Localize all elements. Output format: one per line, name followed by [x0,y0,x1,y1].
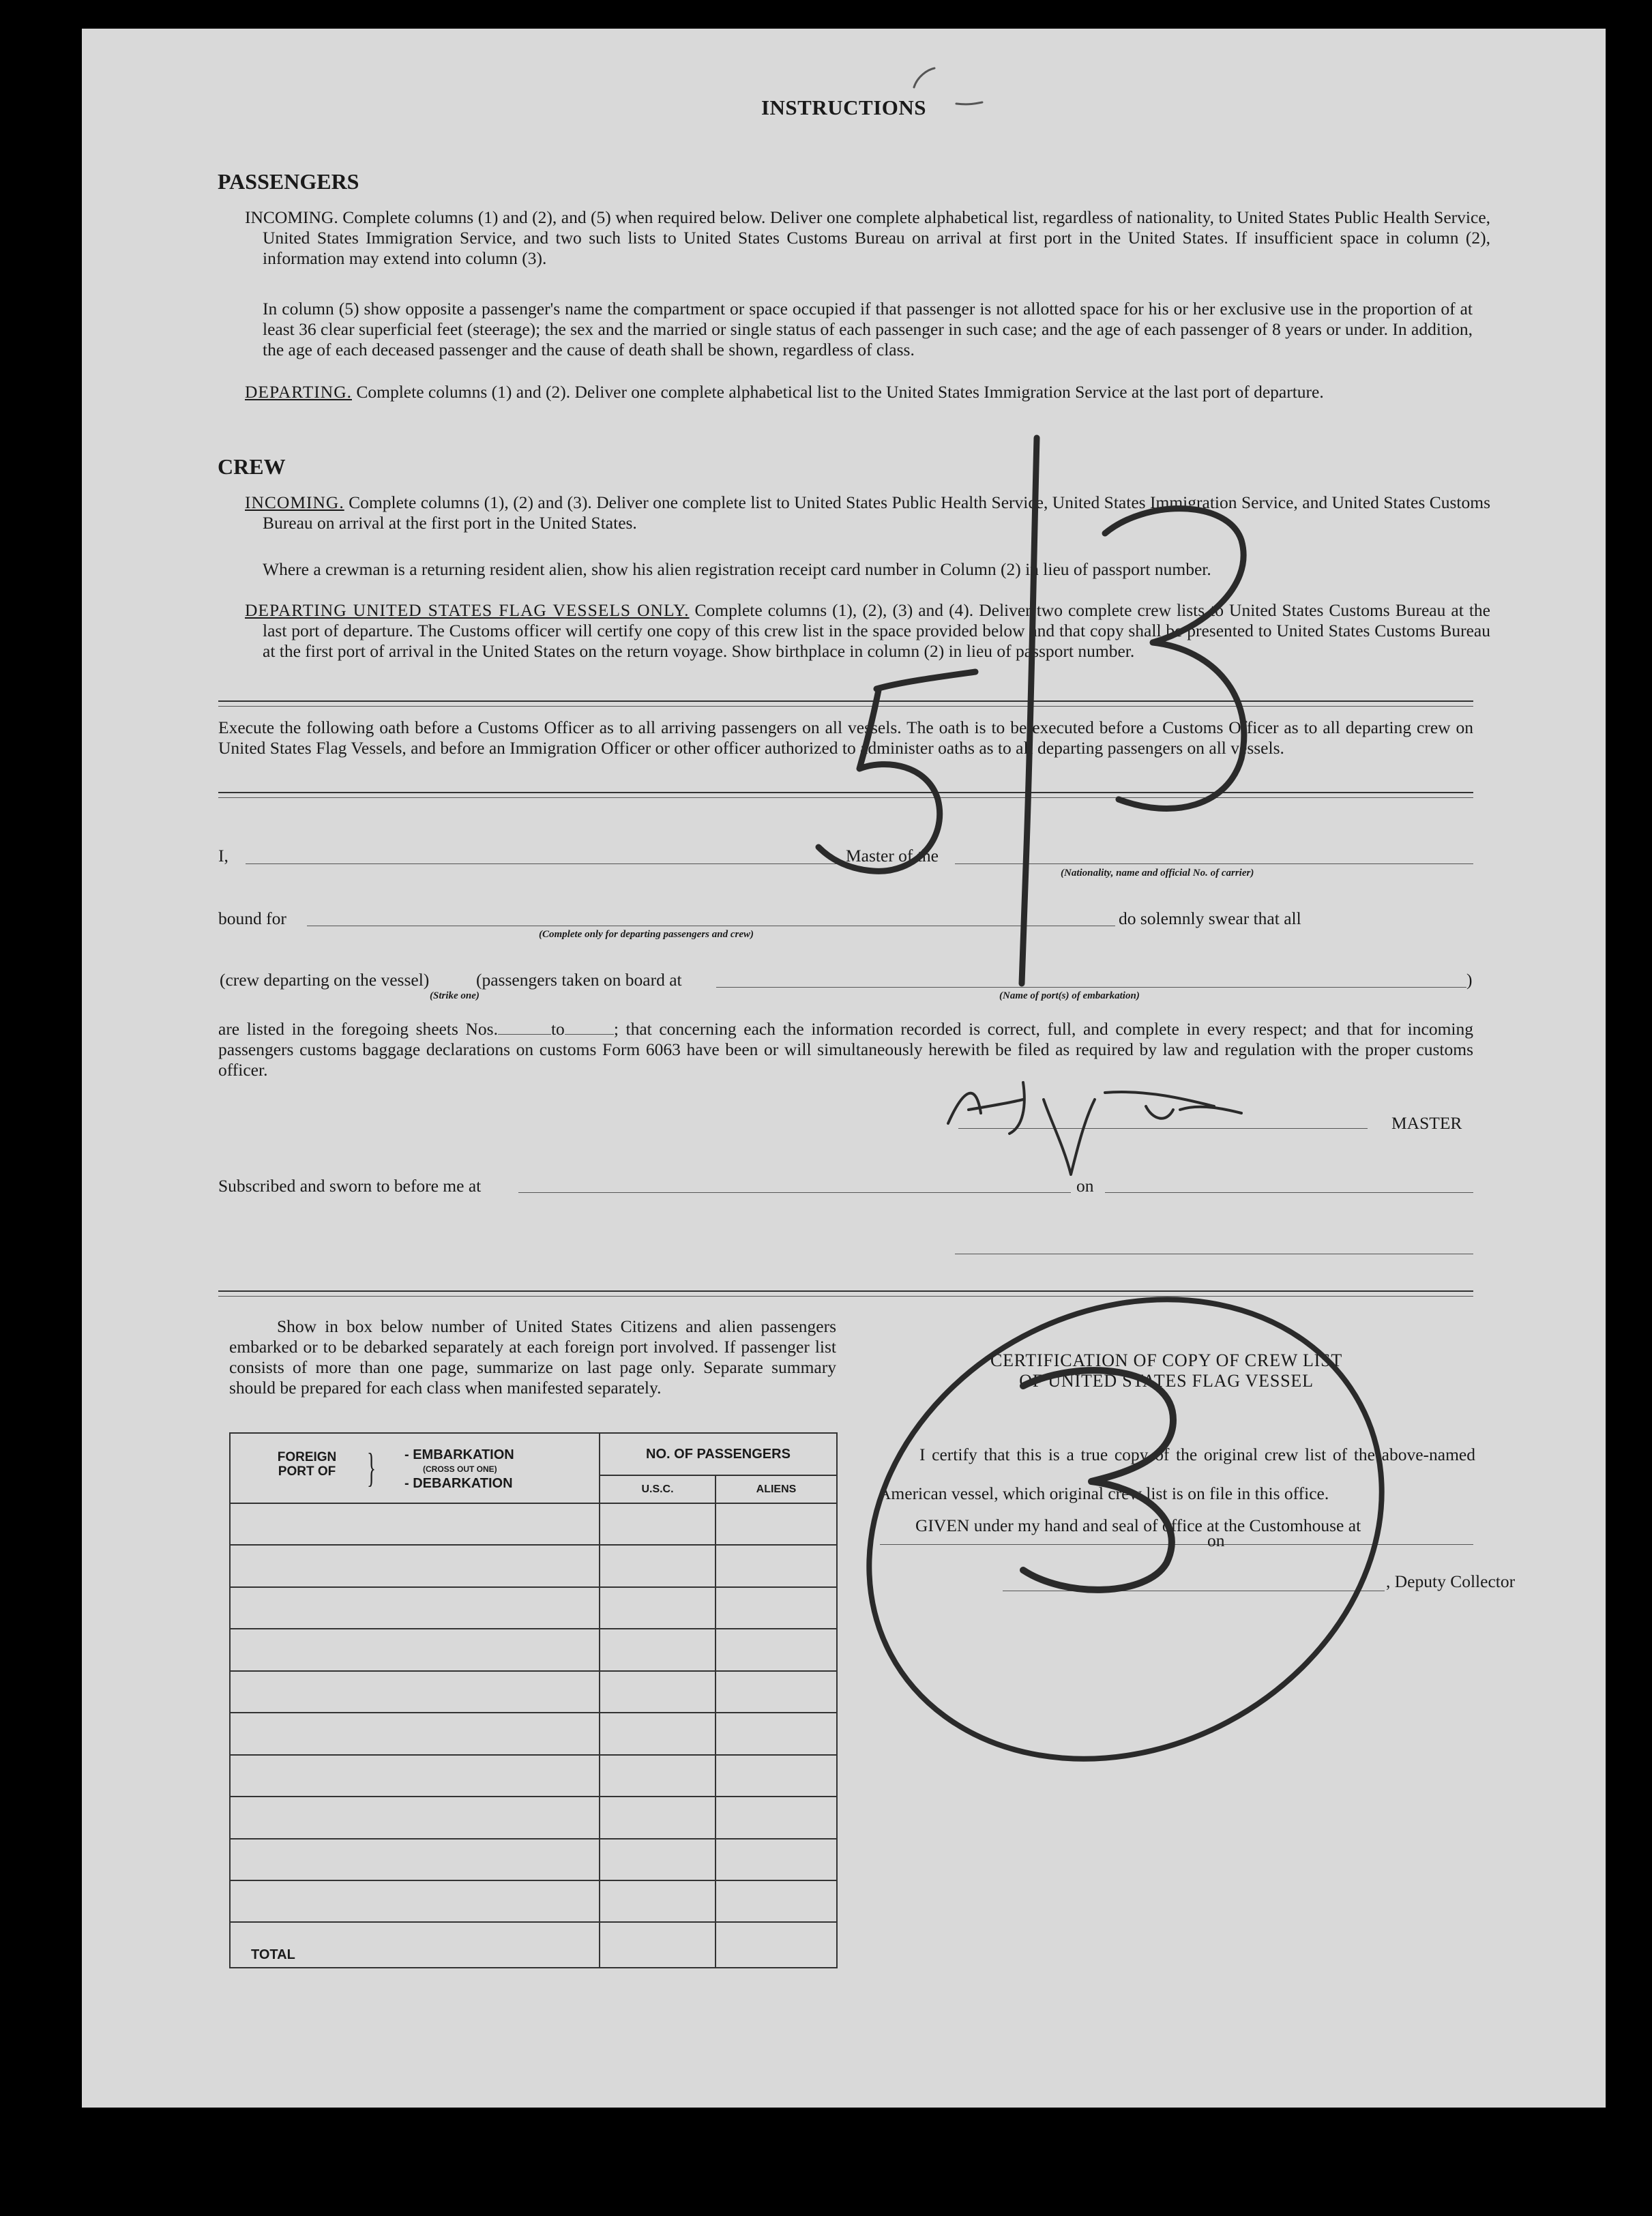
debarkation-option: - DEBARKATION [404,1476,513,1491]
deputy-collector-label: , Deputy Collector [1386,1571,1516,1591]
cross-out-note: (CROSS OUT ONE) [423,1464,497,1474]
page-title: INSTRUCTIONS [761,95,926,119]
total-label: TOTAL [251,1947,295,1963]
listed-to: to [550,1019,565,1039]
passengers-departing-label: DEPARTING. [245,382,352,402]
certification-title-line2: OF UNITED STATES FLAG VESSEL [1019,1371,1314,1391]
oath-swear: do solemnly swear that all [1119,908,1301,928]
usc-header: U.S.C. [600,1475,716,1503]
passengers-incoming-text: Complete columns (1) and (2), and (5) when required below. Deliver one complete alphabetical list, regardless of nationality, to United States Public Health Service, United States Immigration Service, and two such lists to United States Customs Bureau on arrival at first port in the United States. If insufficient space in column (2), information may extend into column (3). [263,207,1491,268]
certification-title-line1: CERTIFICATION OF COPY OF CREW LIST [990,1350,1343,1370]
crew-departing-label: DEPARTING UNITED STATES FLAG VESSELS ONLY. [245,600,690,620]
handwritten-five-stroke [818,690,940,871]
summary-instruction: Show in box below number of United States Citizens and alien passengers embarked or to be debarked separately at each foreign port involved. If passenger list consists of more than one page, summarize on last page only. Separate summary should be prepared for each class when manifested separately. [229,1316,836,1398]
no-passengers-header: NO. OF PASSENGERS [600,1433,837,1475]
certification-given: GIVEN under my hand and seal of office at the Customhouse at [915,1516,1361,1535]
name-ports-caption: (Name of port(s) of embarkation) [999,990,1140,1001]
handwritten-circle [788,1211,1462,1846]
master-label: MASTER [1391,1113,1462,1133]
passengers-column5-paragraph: In column (5) show opposite a passenger's name the compartment or space occupied if that passenger is not allotted space for his or her exclusive use in the proportion of at least 36 clear superficial feet (steerage); the sex and the married or single status of each passenger in such case; and the age of each passenger of 8 years or under. In addition, the age of each deceased passenger and the cause of death shall be shown, regardless of class. [263,299,1473,359]
document-page [82,29,1606,2108]
oath-bound-for: bound for [218,908,286,928]
oath-crew-departing: (crew departing on the vessel) [220,970,430,990]
oath-master-of-the: Master of the [846,846,939,866]
handwritten-slash [1022,438,1037,984]
subscribed-label: Subscribed and sworn to before me at [218,1176,482,1196]
passengers-heading: PASSENGERS [218,169,359,194]
master-signature [948,1082,1241,1175]
aliens-header: ALIENS [716,1475,837,1503]
subscribed-on: on [1076,1176,1094,1196]
handwritten-circled-three [1023,1370,1173,1590]
passengers-incoming-label: INCOMING. [245,207,338,227]
listed-b: ; that concerning each the information recorded is correct, full, and complete in every respect; and that for incoming passengers customs baggage declarations on customs Form 6063 have been or will simultaneously herewith be filed as required by law and regulation with the proper customs officer. [218,1019,1473,1080]
certification-text: I certify that this is a true copy of the original crew list of the above-named American vessel, which original crew list is on file in this office. [879,1445,1475,1503]
nationality-caption: (Nationality, name and official No. of carrier) [1061,868,1254,878]
crew-heading: CREW [218,454,286,479]
pencil-mark [914,68,982,104]
oath-intro: Execute the following oath before a Customs Officer as to all arriving passengers on all vessels. The oath is to be executed before a Customs Officer as to all departing crew on United States Flag Vessels, and before an Immigration Officer or other officer authorized to administer oaths as to all departing passengers on all vessels. [218,718,1473,758]
brace-glyph: } [367,1445,376,1490]
listed-a: are listed in the foregoing sheets Nos. [218,1019,498,1039]
complete-only-caption: (Complete only for departing passengers and crew) [539,929,754,940]
crew-incoming-label: INCOMING. [245,492,344,512]
embarkation-option: - EMBARKATION [404,1447,514,1462]
passengers-departing-text: Complete columns (1) and (2). Deliver one complete alphabetical list to the United States Immigration Service at the last port of departure. [356,382,1324,402]
crew-resident-paragraph: Where a crewman is a returning resident alien, show his alien registration receipt card number in Column (2) in lieu of passport number. [263,559,1211,579]
handwritten-three-stroke [1105,509,1244,809]
handwritten-five-stroke [876,672,975,689]
oath-close-paren: ) [1466,970,1473,990]
certification-on: on [1207,1531,1225,1550]
foreign-port-header: FOREIGN PORT OF [277,1450,337,1479]
oath-passengers-taken: (passengers taken on board at [476,970,682,990]
handwriting-overlay [82,29,1606,2108]
crew-departing-text: Complete columns (1), (2), (3) and (4). Deliver two complete crew lists to United States Customs Bureau at the last port of departure. The Customs officer will certify one copy of this crew list in the space provided below and that copy shall be presented to United States Customs Bureau at the first port of arrival in the United States on the return voyage. Show birthplace in column (2) in lieu of passport number. [263,600,1491,661]
crew-incoming-text: Complete columns (1), (2) and (3). Deliver one complete list to United States Public Health Service, United States Immigration Service, and United States Customs Bureau on arrival at the first port in the United States. [263,492,1491,533]
oath-i-label: I, [218,846,228,866]
strike-one-caption: (Strike one) [430,990,480,1001]
